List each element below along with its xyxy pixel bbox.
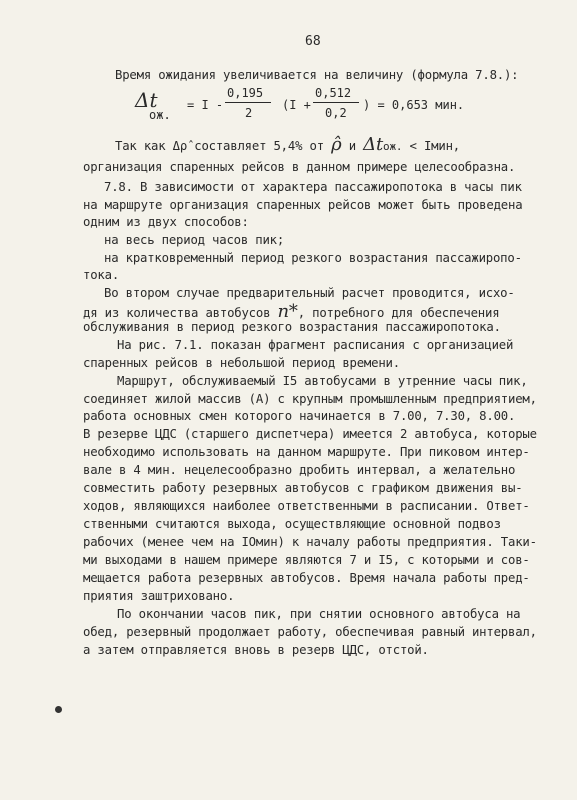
text-line: тока.: [83, 268, 120, 282]
text-line: соединяет жилой массив (А) с крупным промышленным предприятием,: [83, 392, 537, 406]
frac1-line: [225, 102, 271, 103]
text-line: Маршрут, обслуживаемый I5 автобусами в утренние часы пик,: [117, 374, 528, 388]
text-line: спаренных рейсов в небольшой период времени.: [83, 356, 400, 370]
text-line: ходов, являющихся наиболее ответственными в расписании. Ответ-: [83, 499, 530, 513]
formula-frac2-num: 0,512: [315, 86, 352, 100]
text-line: ственными считаются выхода, осуществляющие основной подвоз: [83, 517, 501, 531]
nline-after: , потребного для обеспечения: [297, 306, 500, 320]
text-line: одним из двух способов:: [83, 215, 249, 229]
nline: [83, 301, 499, 322]
since-line: [115, 134, 460, 155]
text-line: По окончании часов пик, при снятии основного автобуса на: [117, 607, 521, 621]
formula-frac1-num: 0,195: [227, 86, 264, 100]
text-line: а затем отправляется вновь в резерв ЦДС, отстой.: [83, 643, 429, 657]
since-and: и: [348, 139, 356, 153]
since-rho: ρ̂: [331, 134, 342, 155]
formula-7-8: [135, 86, 535, 122]
text-line: мещается работа резервных автобусов. Время начала работы пред-: [83, 571, 530, 585]
since-tail: Iмин,: [423, 139, 460, 153]
text-line: необходимо использовать на данном маршруте. При пиковом интер-: [83, 445, 530, 459]
text-line: на маршруте организация спаренных рейсов может быть проведена: [83, 198, 523, 212]
text-line: на весь период часов пик;: [104, 233, 285, 247]
nline-symbol: n*: [277, 301, 298, 322]
text-line: обслуживания в период резкого возрастания пассажиропотока.: [83, 320, 501, 334]
formula-paren-open: (I +: [282, 98, 311, 112]
text-line: работа основных смен которого начинается в 7.00, 7.30, 8.00.: [83, 409, 516, 423]
text-line: приятия заштриховано.: [83, 589, 235, 603]
since-dt: Δt: [363, 134, 384, 155]
formula-frac1-den: 2: [245, 106, 253, 120]
formula-result: ) = 0,653 мин.: [363, 98, 465, 112]
text-line: на кратковременный период резкого возрастания пассажиропо-: [104, 251, 522, 265]
formula-delta-t: Δt: [135, 88, 158, 112]
since-part1: Так как Δρ̂ составляет 5,4% от: [115, 139, 324, 153]
text-line: ми выходами в нашем примере являются 7 и I5, с которыми и сов-: [83, 553, 530, 567]
frac2-line: [313, 102, 359, 103]
text-line: обед, резервный продолжает работу, обеспечивая равный интервал,: [83, 625, 537, 639]
formula-frac2-den: 0,2: [325, 106, 347, 120]
text-line: совместить работу резервных автобусов с графиком движения вы-: [83, 481, 523, 495]
text-line: Во втором случае предварительный расчет проводится, исхо-: [104, 286, 515, 300]
text-line: рабочих (менее чем на IOмин) к началу работы предприятия. Таки-: [83, 535, 537, 549]
since-sub: ож.: [383, 140, 403, 153]
intro-line: Время ожидания увеличивается на величину (формула 7.8.):: [115, 68, 519, 82]
page-number: 68: [305, 34, 321, 49]
text-line: вале в 4 мин. нецелесообразно дробить интервал, а желательно: [83, 463, 516, 477]
since-lt: <: [409, 139, 417, 153]
ink-dot: [55, 706, 62, 713]
text-line: организация спаренных рейсов в данном примере целесообразна.: [83, 160, 516, 174]
formula-sub-ozh: ож.: [149, 108, 171, 122]
formula-one-minus: = I -: [187, 98, 224, 112]
nline-before: дя из количества автобусов: [83, 306, 271, 320]
text-line: 7.8. В зависимости от характера пассажиропотока в часы пик: [104, 180, 522, 194]
text-line: В резерве ЦДС (старшего диспетчера) имеется 2 автобуса, которые: [83, 427, 537, 441]
text-line: На рис. 7.1. показан фрагмент расписания с организацией: [117, 338, 514, 352]
